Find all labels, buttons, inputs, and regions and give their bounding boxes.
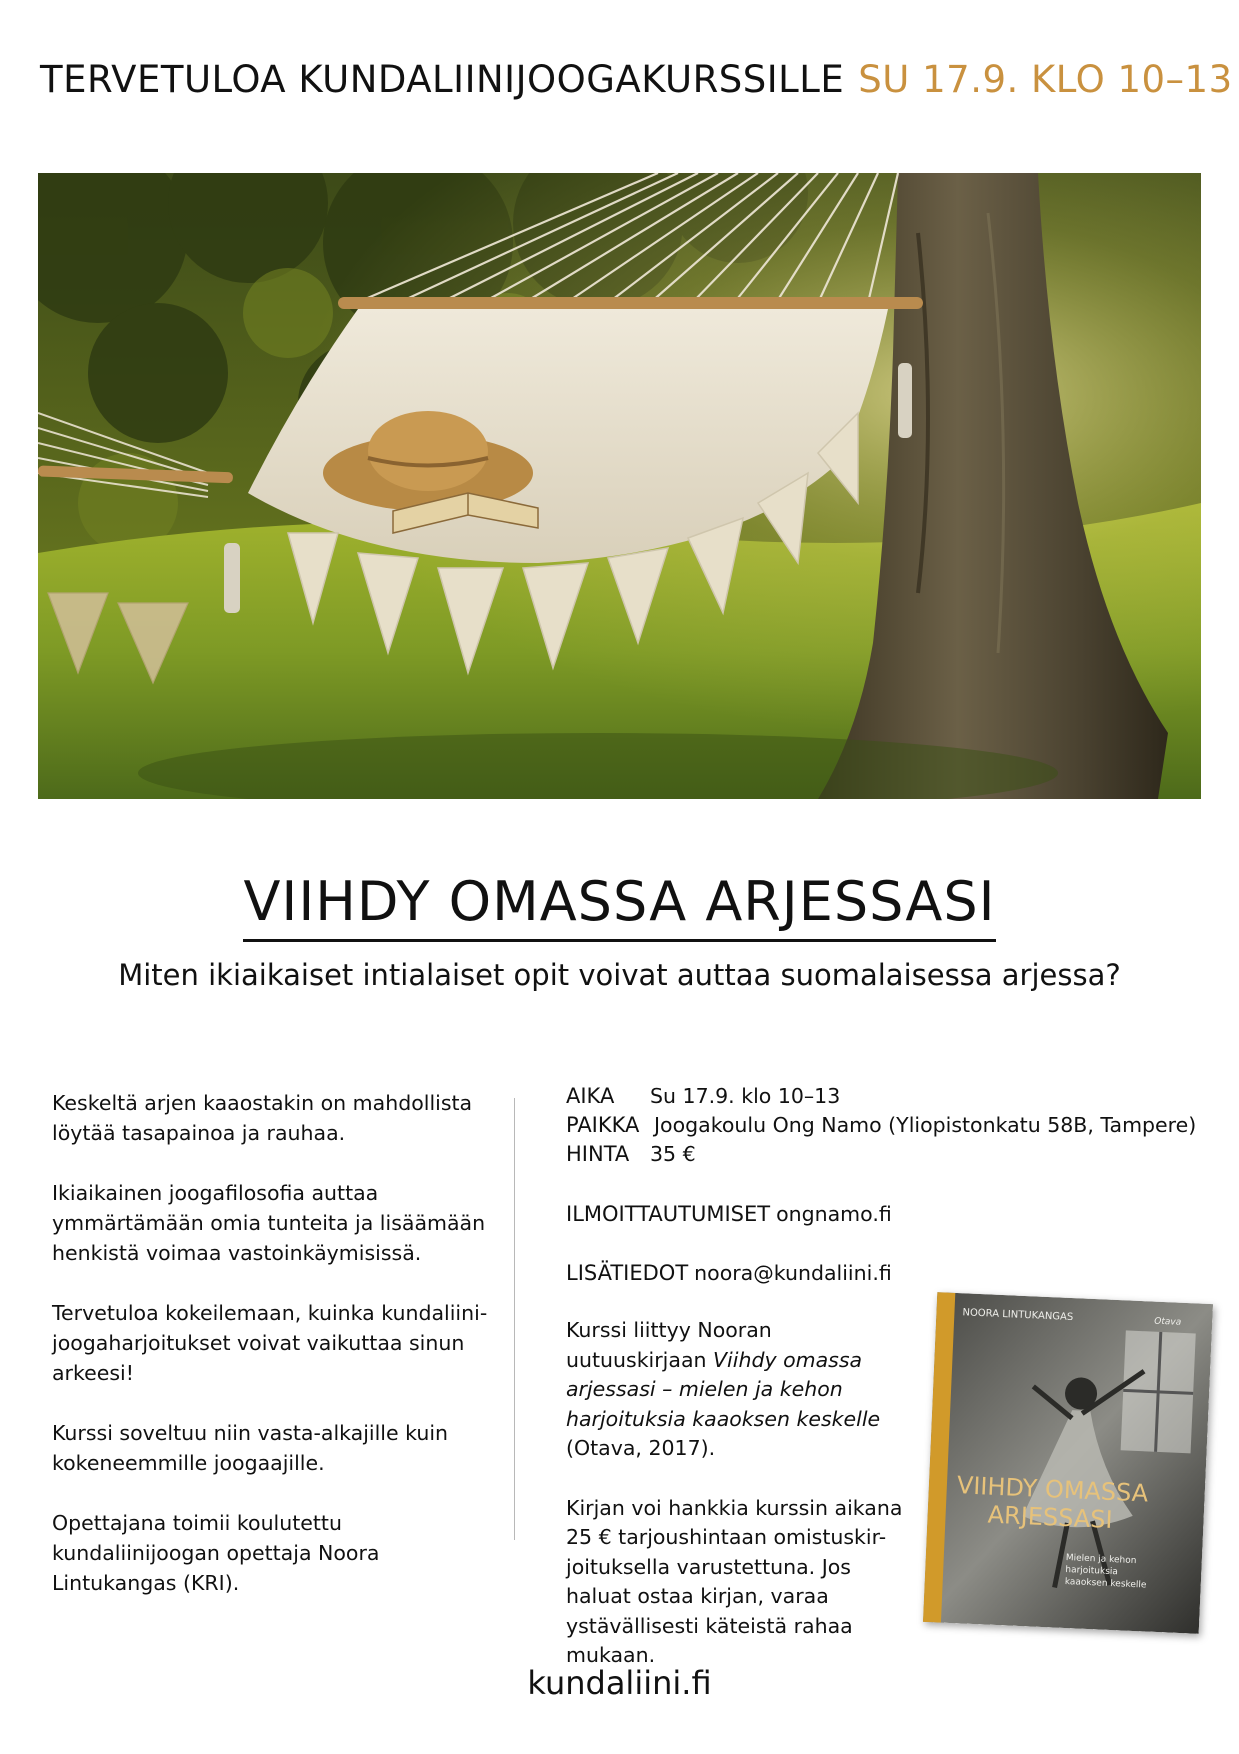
description-paragraph-2: Ikiaikainen joogafilosofia auttaa ymmärtämään omia tunteita ja lisäämään henkistä voimaa vastoinkäymisissä. bbox=[52, 1181, 486, 1265]
book-cover-author: NOORA LINTUKANGAS bbox=[962, 1307, 1074, 1324]
description-paragraph-4: Kurssi soveltuu niin vasta-alkajille kuin kokeneemmille joogaajille. bbox=[52, 1421, 449, 1475]
place-value: Joogakoulu Ong Namo (Yliopistonkatu 58B, Tampere) bbox=[654, 1113, 1197, 1137]
book-info bbox=[566, 1316, 906, 1701]
info-row-place bbox=[566, 1111, 1206, 1140]
book-publisher: (Otava, 2017). bbox=[566, 1436, 716, 1460]
info-row-time bbox=[566, 1082, 1206, 1111]
book-cover-subtitle-line-1: Mielen ja kehon bbox=[1065, 1553, 1137, 1567]
time-label: AIKA bbox=[566, 1084, 615, 1108]
subtitle: Miten ikiaikaiset intialaiset opit voivat auttaa suomalaisessa arjessa? bbox=[118, 958, 1121, 992]
time-value: Su 17.9. klo 10–13 bbox=[650, 1084, 841, 1108]
book-title: Viihdy omassa arjessasi – mielen ja kehon harjoituksia kaaoksen keskelle bbox=[566, 1347, 881, 1431]
book-cover-image bbox=[923, 1292, 1213, 1634]
event-datetime: SU 17.9. KLO 10–13 bbox=[858, 58, 1233, 101]
welcome-heading: TERVETULOA KUNDALIINIJOOGAKURSSILLE bbox=[40, 58, 845, 101]
contact-email-link[interactable]: noora@kundaliini.fi bbox=[694, 1261, 892, 1285]
hammock-photo bbox=[38, 173, 1201, 799]
main-title bbox=[0, 870, 1239, 942]
book-cover-title-line-2: ARJESSASI bbox=[987, 1500, 1114, 1534]
column-divider bbox=[514, 1098, 515, 1540]
book-cover-subtitle-line-3: kaaoksen keskelle bbox=[1064, 1576, 1147, 1591]
book-cover-publisher: Otava bbox=[1154, 1316, 1182, 1328]
book-cover-subtitle-line-2: harjoituksia bbox=[1065, 1564, 1119, 1578]
description-paragraph-1: Keskeltä arjen kaaostakin on mahdollista löytää tasapainoa ja rauhaa. bbox=[52, 1091, 473, 1145]
book-intro: Kurssi liittyy Nooran uutuuskirjaan bbox=[566, 1318, 772, 1372]
description-paragraph-3: Tervetuloa kokeilemaan, kuinka kundaliini-joogaharjoitukset voivat vaikuttaa sinun arkeesi! bbox=[52, 1301, 488, 1385]
description-column bbox=[52, 1088, 492, 1628]
place-label: PAIKKA bbox=[566, 1113, 640, 1137]
main-title-text: VIIHDY OMASSA ARJESSASI bbox=[243, 870, 995, 942]
price-value: 35 € bbox=[650, 1142, 696, 1166]
event-info bbox=[566, 1082, 1206, 1288]
registration-link[interactable]: ongnamo.fi bbox=[776, 1202, 892, 1226]
price-label: HINTA bbox=[566, 1142, 630, 1166]
registration-label: ILMOITTAUTUMISET bbox=[566, 1202, 771, 1226]
book-cover-title-line-1: VIIHDY OMASSA bbox=[956, 1471, 1149, 1508]
book-offer: Kirjan voi hankkia kurssin aikana 25 € tarjoushintaan omistuskir-joituksella varustettuna. Jos haluat ostaa kirjan, varaa ystävällisesti käteistä rahaa mukaan. bbox=[566, 1495, 903, 1667]
info-row-contact bbox=[566, 1259, 1206, 1288]
info-row-registration bbox=[566, 1200, 1206, 1229]
contact-label: LISÄTIEDOT bbox=[566, 1261, 689, 1285]
website-footer[interactable]: kundaliini.fi bbox=[527, 1664, 712, 1702]
description-paragraph-5: Opettajana toimii koulutettu kundaliinijoogan opettaja Noora Lintukangas (KRI). bbox=[52, 1511, 380, 1595]
book-intro-paragraph bbox=[566, 1316, 906, 1464]
event-header bbox=[40, 58, 1233, 118]
info-row-price bbox=[566, 1140, 1206, 1169]
